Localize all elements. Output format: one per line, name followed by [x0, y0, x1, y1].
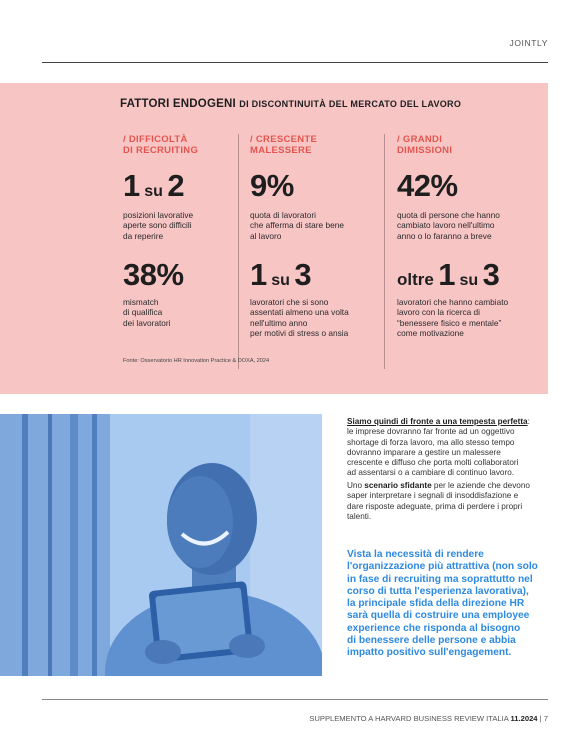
page-footer: [309, 714, 548, 723]
infographic-title-rest: DI DISCONTINUITÀ DEL MERCATO DEL LAVORO: [239, 99, 462, 109]
header-rule: [42, 62, 548, 63]
column-divider: [238, 134, 239, 369]
stat-description: quota di persone che hanno cambiato lavoro nell'ultimo anno o lo faranno a breve: [397, 210, 500, 241]
column-heading: / GRANDI DIMISSIONI: [397, 134, 453, 156]
stat-value: 38%: [123, 257, 184, 292]
column-heading: / CRESCENTE MALESSERE: [250, 134, 318, 156]
column-heading: / DIFFICOLTÀ DI RECRUITING: [123, 134, 199, 156]
source-note: Fonte: Osservatorio HR Innovation Practice & DOXA, 2024: [123, 358, 270, 364]
stat-value: oltre 1 su 3: [397, 257, 500, 292]
pull-quote: Vista la necessità di rendere l'organizzazione più attrattiva (non solo in fase di recruiting ma soprattutto nel corso di tutta l'esperienza lavorativa), la principale sfida della direzione HR sarà quella di costruire una employee experience che risponda al bisogno di benessere delle persone e abbia impatto positivo sull'engagement.: [347, 549, 538, 659]
column-divider: [384, 134, 385, 369]
infographic-title-main: FATTORI ENDOGENI: [120, 98, 236, 110]
stat-description: lavoratori che si sono assentati almeno una volta nell'ultimo anno per motivi di stress o ansia: [250, 297, 349, 338]
stat-description: mismatch di qualifica dei lavoratori: [123, 297, 171, 328]
stat-description: posizioni lavorative aperte sono difficili da reperire: [123, 210, 194, 241]
footer-issue: 11.2024: [510, 714, 538, 723]
stat-value: 42%: [397, 168, 458, 203]
column-recruiting: [123, 134, 258, 156]
footer-separator: |: [539, 714, 542, 723]
stat-value: 1 su 3: [250, 257, 312, 292]
stat-value: 9%: [250, 168, 294, 203]
body-paragraph-1: Siamo quindi di fronte a una tempesta perfetta: le imprese dovranno far fronte ad un oggettivo shortage di forza lavoro, ma allo stesso tempo dovranno imparare a gestire un malessere crescente e diffuso che porta molti collaboratori ad assentarsi o a cambiare di continuo lavoro.: [347, 417, 530, 478]
photo-man-with-tablet: [0, 414, 322, 676]
stat-description: lavoratori che hanno cambiato lavoro con la ricerca di “benessere fisico e mentale” come motivazione: [397, 297, 509, 338]
photo-illustration: [0, 414, 322, 676]
infographic-title: [120, 98, 461, 110]
column-dimissioni: [397, 134, 542, 156]
stat-description: quota di lavoratori che afferma di stare bene al lavoro: [250, 210, 344, 241]
header-brand: JOINTLY: [509, 38, 548, 48]
column-malessere: [250, 134, 385, 156]
footer-rule: [42, 699, 548, 700]
page-number: 7: [543, 714, 548, 723]
footer-publication: SUPPLEMENTO A HARVARD BUSINESS REVIEW ITALIA: [309, 714, 509, 723]
stat-value: 1 su 2: [123, 168, 185, 203]
body-paragraph-2: Uno scenario sfidante per le aziende che devono saper interpretare i segnali di insoddisfazione e dare risposte adeguate, prima di perdere i propri talenti.: [347, 481, 530, 521]
